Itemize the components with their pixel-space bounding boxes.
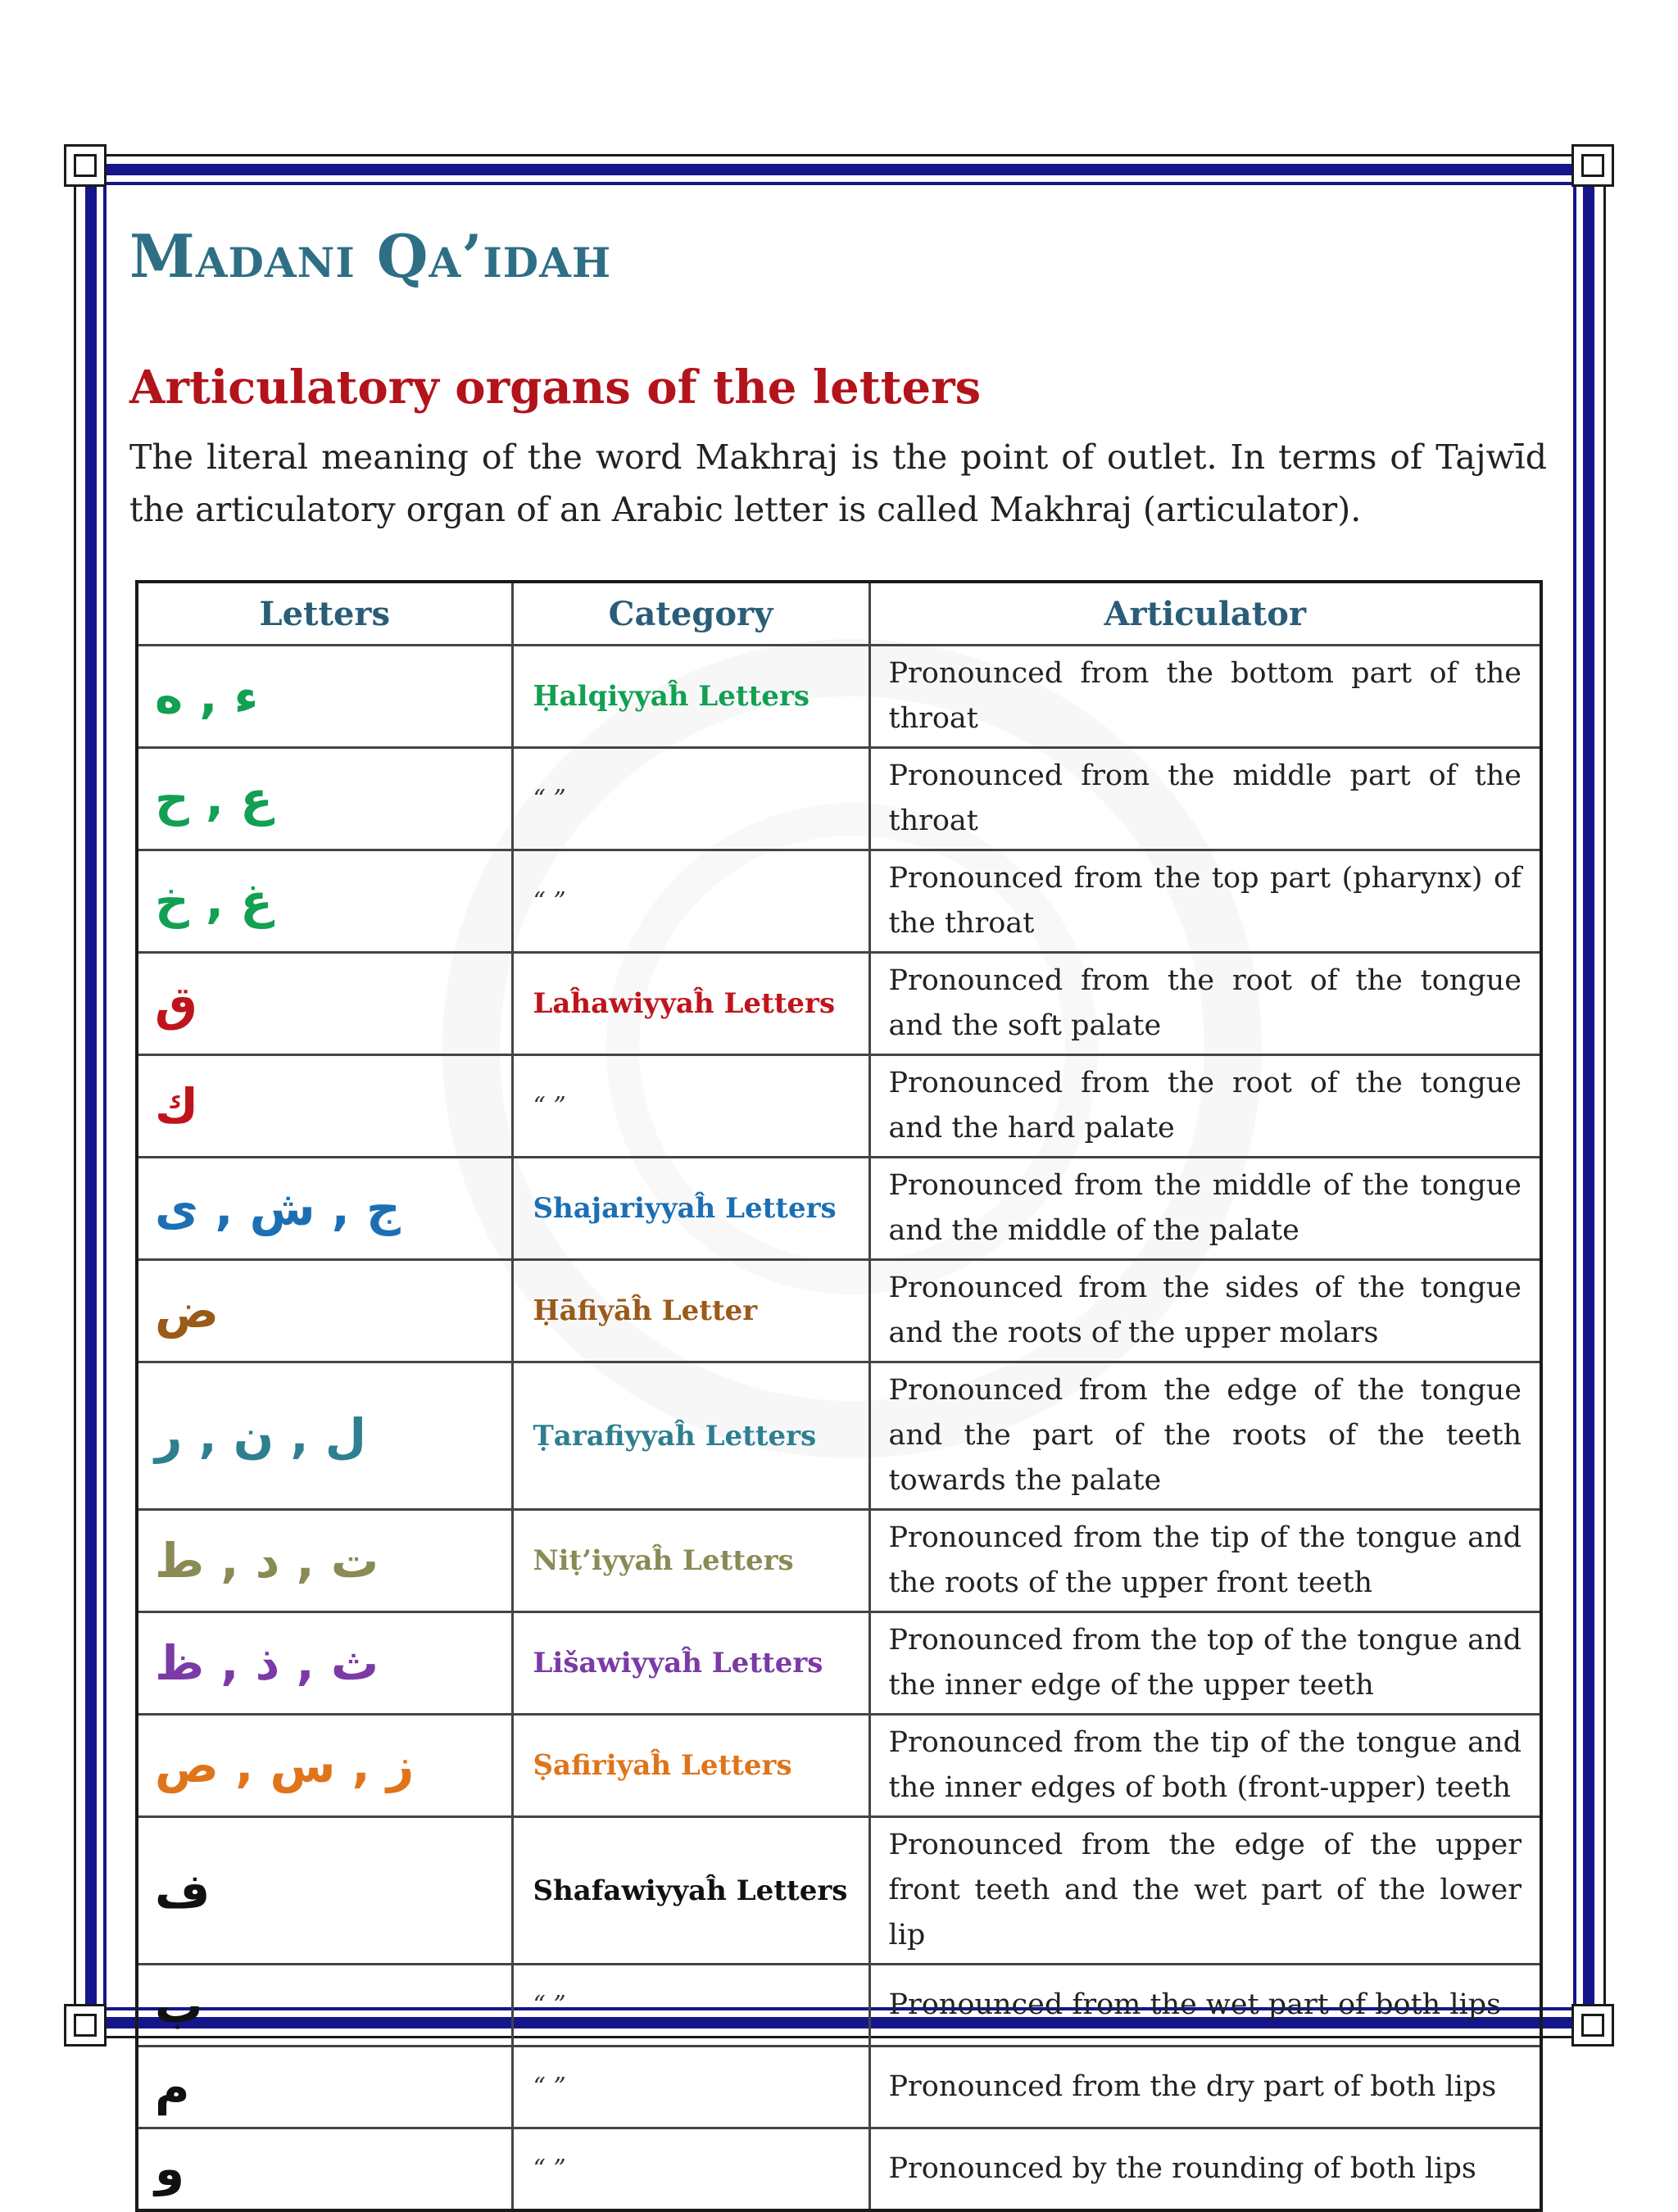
articulator-description: Pronounced from the bottom part of the throat [869,646,1541,748]
articulator-description: Pronounced from the middle of the tongue and the middle of the palate [869,1158,1541,1260]
arabic-letters-cell [137,850,512,953]
arabic-letters-cell [137,1715,512,1817]
arabic-letters-cell [137,953,512,1055]
articulator-description: Pronounced from the middle part of the throat [869,748,1541,850]
arabic-letters-cell [137,646,512,748]
articulator-description: Pronounced from the root of the tongue and the hard palate [869,1055,1541,1158]
category-label: Lišawiyyaĥ Letters [512,1612,869,1715]
table-row [137,1510,1541,1612]
makhraj-table [135,580,1543,2212]
arabic-letters-cell [137,2128,512,2210]
table-header-row [137,582,1541,646]
articulator-description: Pronounced by the rounding of both lips [869,2128,1541,2210]
table-row [137,2128,1541,2210]
articulator-description: Pronounced from the tip of the tongue and the inner edges of both (front-upper) teeth [869,1715,1541,1817]
articulator-description: Pronounced from the tip of the tongue and the roots of the upper front teeth [869,1510,1541,1612]
arabic-letters-cell [137,1817,512,1965]
category-label: Ṭarafiyyaĥ Letters [512,1362,869,1510]
articulator-description: Pronounced from the dry part of both lips [869,2047,1541,2128]
arabic-letters: ء , ه [155,669,259,724]
table-row [137,1965,1541,2047]
arabic-letters: ق [155,976,197,1031]
articulator-description: Pronounced from the edge of the tongue and the part of the roots of the teeth towards the palate [869,1362,1541,1510]
ditto-mark: “ ” [512,850,869,953]
category-label: Niṭ’iyyaĥ Letters [512,1510,869,1612]
category-label: Laĥawiyyaĥ Letters [512,953,869,1055]
arabic-letters: غ , خ [155,873,273,929]
table-row [137,1817,1541,1965]
intro-paragraph: The literal meaning of the word Makhraj is the point of outlet. In terms of Tajwīd the articulatory organ of an Arabic letter is called Makhraj (articulator). [129,437,1547,529]
table-row [137,1715,1541,1817]
table-row [137,1612,1541,1715]
arabic-letters-cell [137,1965,512,2047]
arabic-letters: ع , ح [155,771,273,827]
table-row [137,1158,1541,1260]
book-title: Madani Qa’idah [129,221,612,291]
arabic-letters: و [155,2141,185,2197]
table-row [137,850,1541,953]
header-articulator: Articulator [869,582,1541,646]
table-row [137,2047,1541,2128]
articulator-description: Pronounced from the top part (pharynx) of the throat [869,850,1541,953]
ditto-mark: “ ” [512,1965,869,2047]
articulator-description: Pronounced from the top of the tongue and the inner edge of the upper teeth [869,1612,1541,1715]
arabic-letters-cell [137,1510,512,1612]
arabic-letters-cell [137,1158,512,1260]
frame-corner-ornament [1571,144,1614,187]
table-row [137,953,1541,1055]
articulator-description: Pronounced from the sides of the tongue and the roots of the upper molars [869,1260,1541,1362]
category-label: Shajariyyaĥ Letters [512,1158,869,1260]
category-label: Ḥalqiyyaĥ Letters [512,646,869,748]
header-category: Category [512,582,869,646]
articulator-description: Pronounced from the wet part of both lips [869,1965,1541,2047]
arabic-letters: ج , ش , ى [155,1181,401,1236]
articulator-description: Pronounced from the root of the tongue and the soft palate [869,953,1541,1055]
arabic-letters: ض [155,1283,220,1339]
arabic-letters: ك [155,1078,199,1134]
arabic-letters-cell [137,748,512,850]
table-row [137,748,1541,850]
arabic-letters: ث , ذ , ظ [155,1635,379,1691]
ditto-mark: “ ” [512,2047,869,2128]
category-label: Ṣafiriyaĥ Letters [512,1715,869,1817]
section-title: Articulatory organs of the letters [129,360,982,415]
table-row [137,1260,1541,1362]
arabic-letters-cell [137,1362,512,1510]
category-label: Shafawiyyaĥ Letters [512,1817,869,1965]
frame-corner-ornament [64,144,107,187]
arabic-letters: ت , د , ط [155,1533,379,1589]
frame-corner-ornament [1571,2004,1614,2047]
ditto-mark: “ ” [512,2128,869,2210]
table-row [137,1055,1541,1158]
arabic-letters-cell [137,2047,512,2128]
arabic-letters: ف [155,1862,211,1919]
arabic-letters-cell [137,1260,512,1362]
arabic-letters-cell [137,1055,512,1158]
arabic-letters-cell [137,1612,512,1715]
table-row [137,646,1541,748]
table-row [137,1362,1541,1510]
frame-corner-ornament [64,2004,107,2047]
arabic-letters: ز , س , ص [155,1738,415,1793]
arabic-letters: ل , ن , ر [155,1407,367,1464]
header-letters: Letters [137,582,512,646]
ditto-mark: “ ” [512,1055,869,1158]
articulator-description: Pronounced from the edge of the upper front teeth and the wet part of the lower lip [869,1817,1541,1965]
arabic-letters: م [155,2059,190,2115]
category-label: Ḥāfiyāĥ Letter [512,1260,869,1362]
ditto-mark: “ ” [512,748,869,850]
arabic-letters: ب [155,1977,203,2033]
